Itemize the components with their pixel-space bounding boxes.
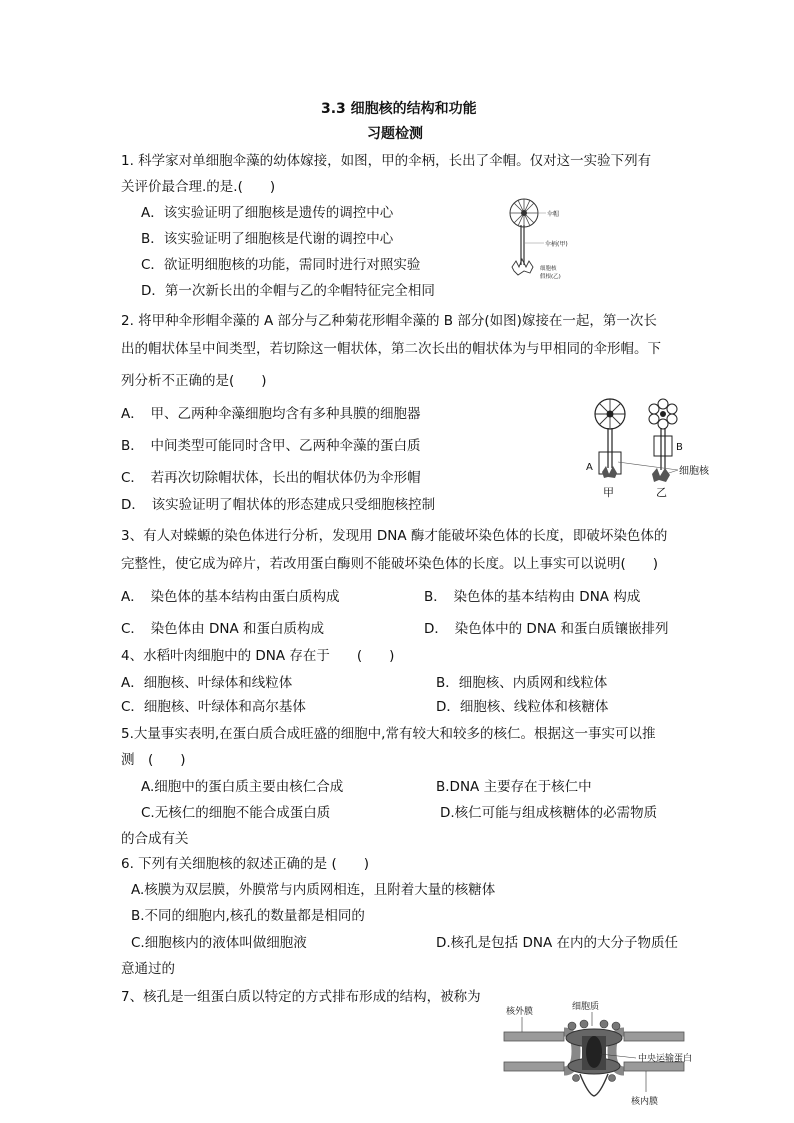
q5-option-d-line2: 的合成有关	[121, 831, 189, 847]
q2-option-c: C． 若再次切除帽状体，长出的帽状体仍为伞形帽	[121, 470, 421, 486]
q1-stem-line1: 1. 科学家对单细胞伞藻的幼体嫁接，如图，甲的伞柄，长出了伞帽。仅对这一实验下列有	[121, 153, 652, 169]
q2-option-b: B． 中间类型可能同时含甲、乙两种伞藻的蛋白质	[121, 438, 421, 454]
q4-stem: 4、水稻叶肉细胞中的 DNA 存在于 ( )	[121, 648, 395, 664]
q2-stem-line3: 列分析不正确的是( )	[121, 373, 267, 389]
nuclear-pore-figure	[496, 996, 701, 1112]
q5-stem-line2: 测 ( )	[121, 752, 186, 768]
q5-option-c: C.无核仁的细胞不能合成蛋白质	[141, 805, 331, 821]
document-subtitle: 习题检测	[367, 126, 423, 142]
fig2-label-a: A	[586, 462, 593, 473]
q3-stem-line1: 3、有人对蝾螈的染色体进行分析，发现用 DNA 酶才能破坏染色体的长度，即破坏染色体的	[121, 528, 668, 544]
q1-option-d: D．第一次新长出的伞帽与乙的伞帽特征完全相同	[141, 283, 435, 299]
q3-option-a: A． 染色体的基本结构由蛋白质构成	[121, 589, 340, 605]
q2-option-d: D． 该实验证明了帽状体的形态建成只受细胞核控制	[121, 497, 436, 513]
q3-stem-line2: 完整性，使它成为碎片，若改用蛋白酶则不能破坏染色体的长度。以上事实可以说明( )	[121, 556, 659, 572]
fig2-label-jia: 甲	[603, 486, 614, 499]
acetabularia-figure-1	[500, 195, 590, 290]
q3-option-d: D． 染色体中的 DNA 和蛋白质镶嵌排列	[424, 621, 669, 637]
q2-stem-line2: 出的帽状体呈中间类型，若切除这一帽状体，第二次长出的帽状体为与甲相同的伞形帽。下	[121, 341, 661, 357]
fig1-label-rhizoid: 假根(乙)	[540, 274, 561, 280]
q5-stem-line1: 5.大量事实表明,在蛋白质合成旺盛的细胞中,常有较大和较多的核仁。根据这一事实可以推	[121, 726, 656, 742]
q1-option-a: A．该实验证明了细胞核是遗传的调控中心	[141, 205, 394, 221]
q1-option-c: C．欲证明细胞核的功能，需同时进行对照实验	[141, 257, 421, 273]
q1-stem-line2: 关评价最合理.的是.( )	[121, 179, 276, 195]
q6-option-d-line2: 意通过的	[121, 961, 175, 977]
q5-option-b: B.DNA 主要存在于核仁中	[436, 779, 592, 795]
fig7-label-outer-membrane: 核外膜	[506, 1007, 534, 1017]
q4-option-a: A．细胞核、叶绿体和线粒体	[121, 675, 293, 691]
fig2-label-yi: 乙	[656, 486, 667, 499]
q1-option-b: B．该实验证明了细胞核是代谢的调控中心	[141, 231, 394, 247]
q5-option-d-line1: D.核仁可能与组成核糖体的必需物质	[440, 805, 658, 821]
document-title: 3.3 细胞核的结构和功能	[321, 101, 477, 117]
q2-option-a: A． 甲、乙两种伞藻细胞均含有多种具膜的细胞器	[121, 406, 421, 422]
fig1-label-stalk: 伞柄(甲)	[545, 241, 568, 248]
q2-stem-line1: 2. 将甲种伞形帽伞藻的 A 部分与乙种菊花形帽伞藻的 B 部分(如图)嫁接在一起，第一次长	[121, 313, 657, 329]
fig2-label-b: B	[676, 442, 683, 453]
q4-option-c: C．细胞核、叶绿体和高尔基体	[121, 699, 306, 715]
fig7-label-central-transport-protein: 中央运输蛋白	[638, 1054, 693, 1064]
q4-option-d: D．细胞核、线粒体和核糖体	[436, 699, 609, 715]
q3-option-c: C． 染色体由 DNA 和蛋白质构成	[121, 621, 324, 637]
fig2-label-nucleus: 细胞核	[679, 466, 709, 477]
q3-option-b: B． 染色体的基本结构由 DNA 构成	[424, 589, 641, 605]
q6-option-b: B.不同的细胞内,核孔的数量都是相同的	[131, 908, 365, 924]
q6-option-c: C.细胞核内的液体叫做细胞液	[131, 935, 307, 951]
q6-stem: 6. 下列有关细胞核的叙述正确的是 ( )	[121, 856, 369, 872]
q7-stem: 7、核孔是一组蛋白质以特定的方式排布形成的结构，被称为	[121, 989, 481, 1005]
acetabularia-graft-figure	[580, 396, 730, 500]
q5-option-a: A.细胞中的蛋白质主要由核仁合成	[141, 779, 344, 795]
q4-option-b: B．细胞核、内质网和线粒体	[436, 675, 608, 691]
fig1-label-cap: 伞帽	[547, 211, 560, 218]
fig7-label-inner-membrane: 核内膜	[631, 1097, 659, 1107]
q6-option-d-line1: D.核孔是包括 DNA 在内的大分子物质任	[436, 935, 678, 951]
fig7-label-cytoplasm: 细胞质	[572, 1002, 600, 1012]
q6-option-a: A.核膜为双层膜，外膜常与内质网相连，且附着大量的核糖体	[131, 882, 496, 898]
fig1-label-nucleus: 细胞核	[540, 266, 557, 272]
